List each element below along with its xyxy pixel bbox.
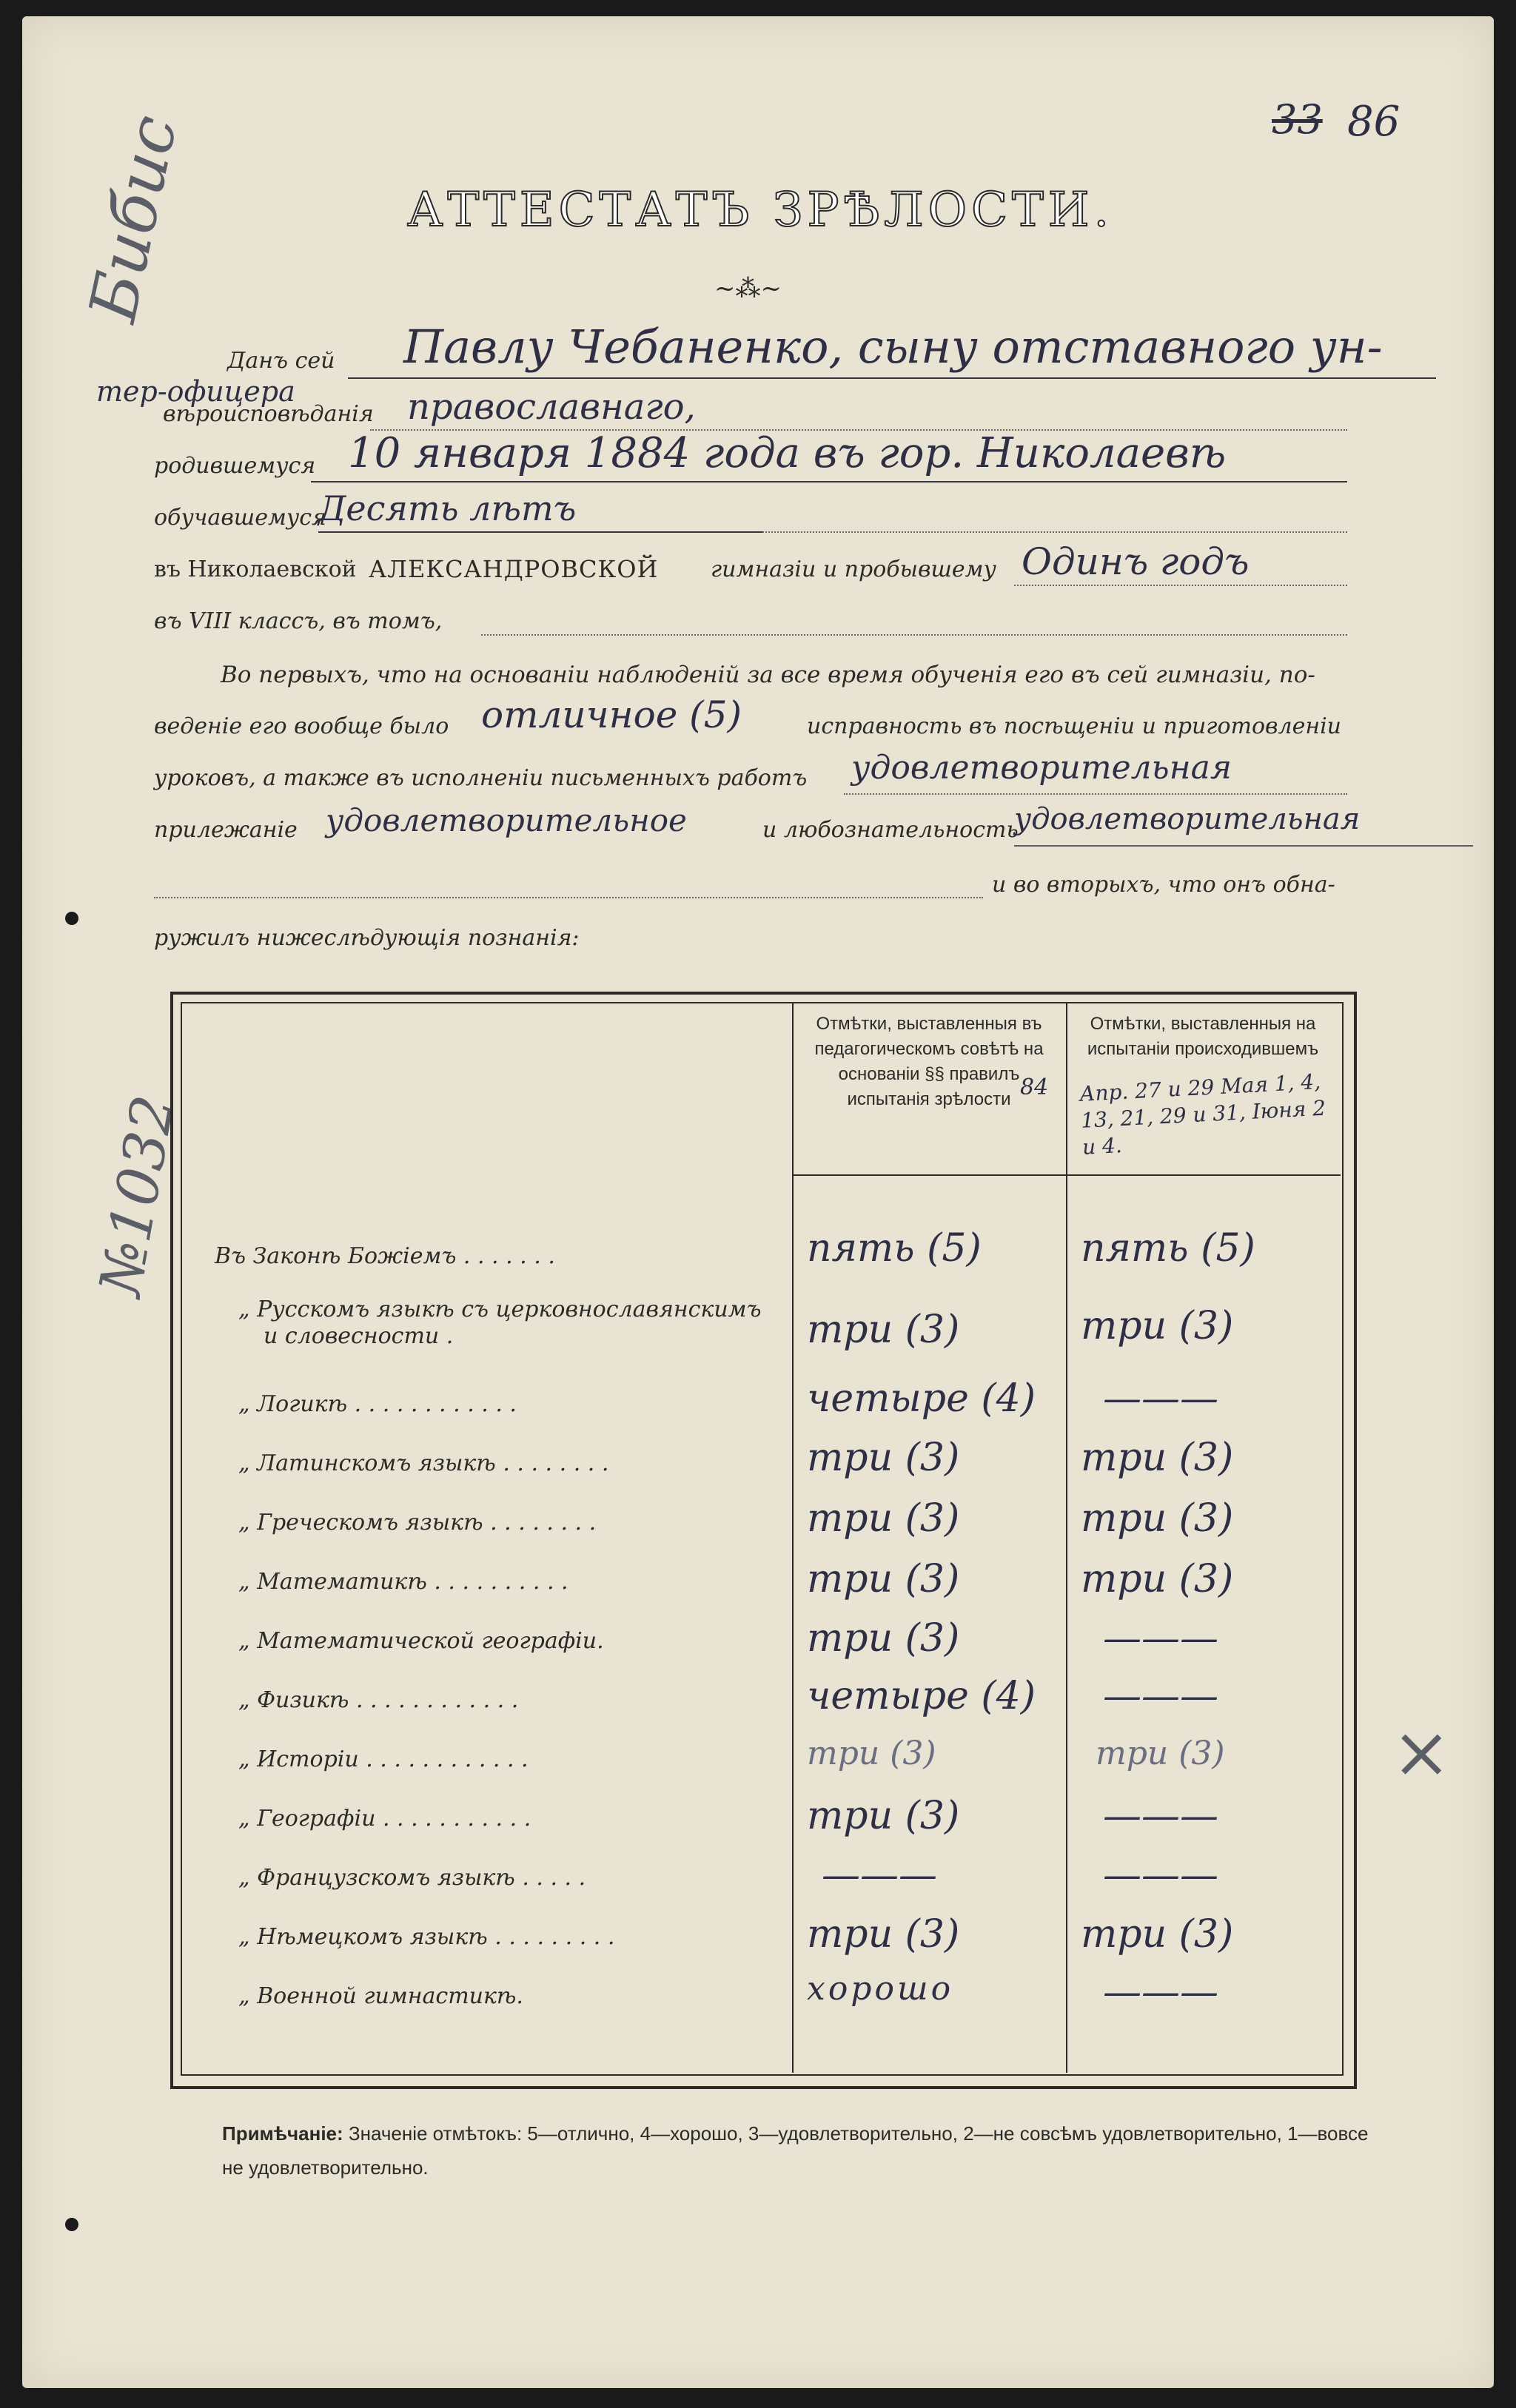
grade-council: три (3)	[807, 1912, 960, 1957]
subject-label: „ Физикѣ . . . . . . . . . . . .	[238, 1687, 519, 1713]
subject-label: „ Исторіи . . . . . . . . . . . .	[238, 1746, 529, 1772]
grade-council: три (3)	[807, 1496, 960, 1541]
grade-exam: пять (5)	[1081, 1226, 1255, 1271]
years-in-eighth: Одинъ годъ	[1022, 540, 1250, 583]
col2-exam-dates: Апр. 27 и 29 Мая 1, 4, 13, 21, 29 и 31, Іюня 2 и 4.	[1079, 1069, 1326, 1160]
grade-council: три (3)	[807, 1616, 960, 1661]
grade-council: три (3)	[807, 1436, 960, 1480]
line4-dots	[762, 531, 1347, 533]
line5-label: въ Николаевской	[154, 556, 357, 582]
grade-exam: три (3)	[1081, 1436, 1234, 1480]
archive-number-struck: 33	[1272, 96, 1323, 143]
subject-label: „ Военной гимнастикѣ.	[238, 1983, 523, 2009]
diligence-grade: удовлетворительное	[326, 802, 687, 838]
subject-label: „ Латинскомъ языкѣ . . . . . . . .	[238, 1450, 609, 1476]
title-ornament: ~⁂~	[714, 274, 782, 303]
grade-council: три (3)	[807, 1557, 960, 1601]
archive-number: 86	[1347, 98, 1401, 146]
line3-rule	[311, 481, 1347, 482]
paragraph-line4-label: прилежаніе	[154, 817, 298, 843]
subject-label: „ Географіи . . . . . . . . . . .	[238, 1806, 531, 1832]
grade-council: пять (5)	[807, 1226, 982, 1271]
curiosity-grade: удовлетворительная	[1014, 802, 1361, 836]
para4-rule	[1014, 845, 1473, 847]
paragraph-line2-suffix: исправность въ посѣщеніи и приготовленіи	[807, 713, 1342, 739]
written-work-grade: удовлетворительная	[851, 749, 1232, 787]
grade-exam: ———	[1103, 1970, 1218, 2014]
col1-paragraph-number: 84	[1020, 1074, 1049, 1100]
line6-label: въ VIII классъ, въ томъ,	[154, 608, 443, 634]
grade-exam: ———	[1103, 1376, 1218, 1421]
line4-label: обучавшемуся	[154, 505, 326, 531]
grade-exam: три (3)	[1096, 1735, 1225, 1772]
paragraph-line5: и во вторыхъ, что онъ обна-	[992, 872, 1335, 898]
punch-hole-top	[65, 912, 78, 925]
grade-exam: ———	[1103, 1674, 1218, 1718]
margin-cross-mark: ×	[1392, 1711, 1452, 1794]
paragraph-line1: Во первыхъ, что на основаніи наблюденій за все время обученія его въ сей гимназіи, по-	[221, 662, 1315, 688]
school-name: АЛЕКСАНДРОВСКОЙ	[369, 555, 659, 583]
col1-header: Отмѣтки, выставленныя въ педагогическомъ совѣтѣ на основаніи §§ правилъ испытанія зрѣлости	[814, 1014, 1044, 1109]
punch-hole-bottom	[65, 2218, 78, 2231]
grading-note: Примѣчаніе: Значеніе отмѣтокъ: 5—отлично, 4—хорошо, 3—удовлетворительно, 2—не совсѣмъ удовлетворительно, 1—вовсе не удовлетворительно.	[222, 2122, 1369, 2179]
line6-dots	[481, 634, 1347, 636]
birth-date-place: 10 января 1884 года въ гор. Николаевѣ	[348, 429, 1227, 477]
rank-continuation: тер-офицера	[96, 375, 295, 408]
grade-exam: ———	[1103, 1616, 1218, 1661]
grade-council: четыре (4)	[807, 1376, 1036, 1421]
paragraph-line3-label: уроковъ, а также въ исполненіи письменныхъ работъ	[154, 765, 808, 791]
grade-council: четыре (4)	[807, 1674, 1036, 1718]
grade-council: три (3)	[807, 1794, 960, 1838]
para5-dots	[154, 897, 983, 898]
table-header-divider	[792, 1174, 1341, 1176]
paragraph-line2-label: веденіе его вообще было	[154, 713, 449, 739]
margin-pencil-note: Бибис	[74, 109, 192, 329]
conduct-grade: отличное (5)	[481, 693, 742, 736]
subject-label: „ Математической географіи.	[238, 1628, 604, 1654]
certificate-sheet	[22, 16, 1494, 2388]
subject-label: „ Логикѣ . . . . . . . . . . . .	[238, 1391, 517, 1417]
paragraph-line6: ружилъ нижеслѣдующія познанія:	[154, 925, 580, 951]
grade-exam: ———	[1103, 1853, 1218, 1897]
line5-dots	[1014, 585, 1347, 586]
line2-label: вѣроисповѣданія	[163, 401, 374, 427]
grade-exam: три (3)	[1081, 1496, 1234, 1541]
document-title: АТТЕСТАТЪ ЗРѢЛОСТИ.	[407, 183, 1113, 238]
religion-value: православнаго,	[407, 386, 696, 428]
line1-label: Данъ сей	[227, 348, 335, 374]
line3-label: родившемуся	[154, 453, 316, 479]
subject-label: „ Математикѣ . . . . . . . . . .	[238, 1569, 568, 1595]
grade-council: три (3)	[807, 1735, 936, 1772]
col2-header: Отмѣтки, выставленныя на испытаніи происходившемъ	[1087, 1014, 1319, 1059]
line1-rule	[348, 377, 1436, 379]
line5-middle: гимназіи и пробывшему	[711, 556, 996, 582]
catalog-number: №1032	[87, 1090, 188, 1301]
subject-label: Въ Законѣ Божіемъ . . . . . . .	[215, 1243, 555, 1269]
subject-label: „ Французскомъ языкѣ . . . . .	[238, 1865, 586, 1891]
line4-rule	[318, 531, 762, 533]
grade-exam: три (3)	[1081, 1304, 1234, 1348]
grade-exam: три (3)	[1081, 1912, 1234, 1957]
subject-label: „ Нѣмецкомъ языкѣ . . . . . . . . .	[238, 1924, 615, 1950]
table-col-divider-1	[792, 1002, 794, 2073]
grade-council: три (3)	[807, 1308, 960, 1352]
study-years: Десять лѣтъ	[318, 488, 577, 528]
grade-exam: ———	[1103, 1794, 1218, 1838]
grade-council: хорошо	[807, 1970, 954, 2008]
grade-exam: три (3)	[1081, 1557, 1234, 1601]
recipient-name: Павлу Чебаненко, сыну отставного ун-	[403, 320, 1383, 374]
grade-council: ———	[822, 1853, 937, 1897]
table-col-divider-2	[1066, 1002, 1067, 2073]
subject-label: „ Греческомъ языкѣ . . . . . . . .	[238, 1510, 597, 1536]
para3-dots	[844, 793, 1347, 795]
subject-label: „ Русскомъ языкѣ съ церковнославянскимъ и словесности .	[238, 1297, 762, 1349]
paragraph-line4-middle: и любознательность	[762, 817, 1019, 843]
